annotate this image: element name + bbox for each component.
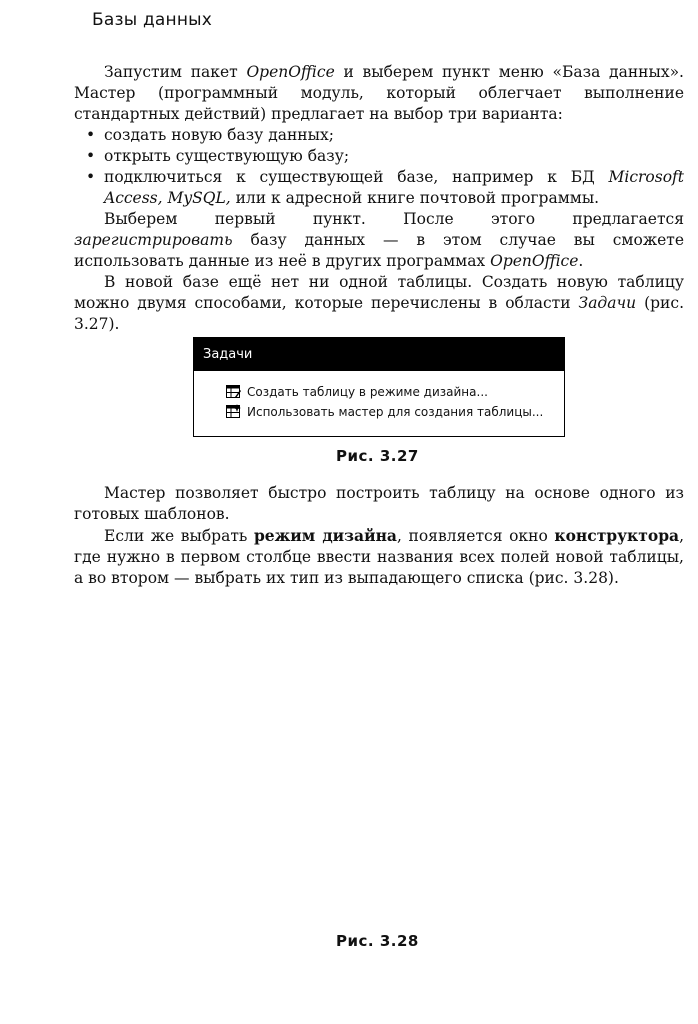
figure-caption-3-27: Рис. 3.27 [336, 447, 419, 465]
list-item-text: создать новую базу данных; [104, 126, 334, 144]
options-list [74, 125, 684, 209]
tasks-term: Задачи [578, 294, 637, 312]
p5-text-mid: , появляется окно [396, 527, 555, 545]
running-header: Базы данных [92, 10, 213, 30]
bullet-icon: • [86, 168, 96, 186]
p3-text: В новой базе ещё нет ни одной таблицы. Создать новую таблицу можно двумя способами, которые перечислены в области [74, 273, 684, 312]
p3-text-end: (рис. 3.27). [74, 294, 685, 333]
intro-text: Запустим пакет [104, 63, 247, 81]
table-wizard-icon [226, 404, 241, 419]
new-table-paragraph [74, 272, 684, 335]
wizard-paragraph: Мастер позволяет быстро построить таблицу на основе одного из готовых шаблонов. [74, 484, 684, 523]
table-wizard-label: Использовать мастер для создания таблицы... [247, 404, 544, 419]
create-table-design-label: Создать таблицу в режиме дизайна... [247, 384, 488, 399]
design-mode-term: режим дизайна [253, 526, 397, 545]
list-item-text-rest: или к адресной книге почтовой программы. [230, 189, 600, 207]
app-name: OpenOffice [490, 252, 579, 270]
list-item [74, 125, 684, 146]
app-name: OpenOffice [246, 63, 335, 81]
design-mode-paragraph [74, 525, 684, 589]
bullet-icon: • [86, 147, 96, 165]
constructor-term: конструктора [554, 526, 680, 545]
table-wizard-item[interactable] [226, 404, 543, 419]
p2-text-end: . [578, 252, 584, 270]
p2-text: Выберем первый пункт. После этого предлагается [104, 210, 684, 228]
list-item [74, 146, 684, 167]
register-paragraph [74, 209, 684, 272]
text-block-bottom [74, 483, 684, 589]
list-item-text: подключиться к существующей базе, например к БД [104, 168, 609, 186]
list-item [74, 167, 684, 209]
tasks-panel-title: Задачи [194, 338, 564, 371]
figure-caption-3-28: Рис. 3.28 [336, 932, 419, 950]
p5-text-end: , где нужно в первом столбце ввести названия всех полей новой таблицы, а во втором — выбрать их тип из выпадающего списка (рис. 3.28). [74, 527, 685, 587]
bullet-icon: • [86, 126, 96, 144]
register-term: зарегистрировать [74, 231, 233, 249]
table-design-icon [226, 384, 241, 399]
db-names: Microsoft Access, MySQL, [104, 168, 684, 207]
p5-text: Если же выбрать [104, 527, 254, 545]
list-item-text: открыть существующую базу; [104, 147, 350, 165]
create-table-design-item[interactable] [226, 384, 488, 399]
text-block-top [74, 62, 684, 335]
intro-paragraph [74, 62, 684, 125]
tasks-panel [193, 337, 565, 437]
intro-text-rest: и выберем пункт меню «База данных». Мастер (программный модуль, который облегчает выполнение стандартных действий) предлагает на выбор три варианта: [74, 63, 684, 123]
p2-text-mid: базу данных — в этом случае вы сможете использовать данные из неё в других программах [74, 231, 684, 270]
